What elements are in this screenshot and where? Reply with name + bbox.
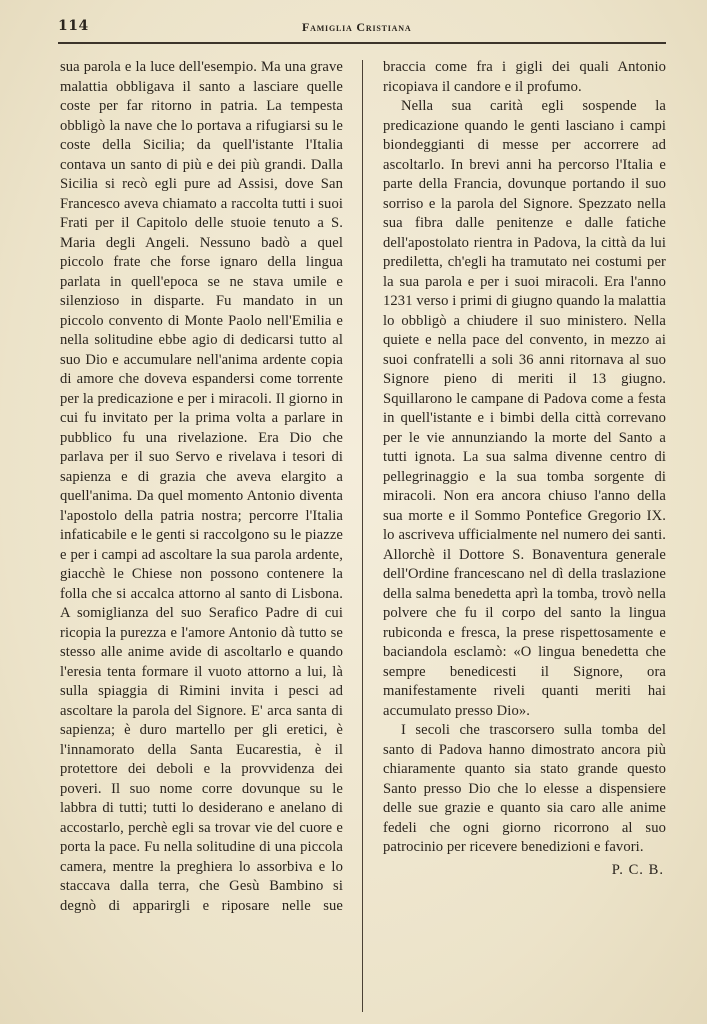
left-paragraph-1: sua parola e la luce dell'esempio. Ma una grave malattia obbligava il santo a lasciare quelle coste per far ritorno in patria. La tempesta obbligò la nave che lo portava a rifugiarsi su le coste della Sicilia; da quell'istante l'Italia contava un santo di più e dei più grandi. Dalla Sicilia si recò egli pure ad Assisi, dove San Francesco aveva chiamato a raccolta tutti i suoi Frati per il Capitolo delle stuoie tenuto a S. Maria degli Angeli. Nessuno badò a quel piccolo frate che forse ignaro della lingua parlata in quell'epoca se ne stava umile e silenzioso in disparte. Fu mandato in un piccolo convento di Monte Paolo nell'Emilia e nella solitudine ebbe agio di dedicarsi tutto al suo Dio e accumulare nell'anima ardente copia di amore che doveva espandersi come torrente per la predicazione e per i miracoli. Il giorno in cui fu invitato per la prima volta a parlare in pubblico fu una rivelazione. Era Dio che parlava per il suo Servo e rivelava i tesori di sapienza e di grazia che aveva elargito a quell'anima. Da quel momento Antonio diventa l'apostolo della patria nostra; percorre l'Italia infaticabile e le genti si raccolgono su le piazze e per i campi ad ascoltare la sua parola ardente, giacchè le Chiese non possono contenere la folla che si accalca attorno al santo di Lisbona. A somiglianza del suo Serafico Padre di cui ricopia la purezza e l'amore Antonio dà tutto se stesso alle anime avide di ascoltarlo e quando l'eresia tenta formare il vuoto attorno a lui, là sulla spiaggia di Rimini invita i pesci ad ascoltare la parola del Signore. E' arca santa di sapienza; è duro martello per gli eretici, è l'innamorato della Santa Eucarestia, è il protettore dei deboli e la provvidenza dei poveri. Il suo nome corre dovunque su le labbra di tutti; tutti lo desiderano e anelano di accostarlo, perchè egli sa trovar vie del cuore e porta la pace. Fu nella solitudine di una piccola camera, mentre la preghiera lo assorbiva e lo staccava dalla terra, che Gesù Bambino si degnò di apparirgli e riposare nelle sue — [60, 59, 343, 914]
header-rule — [58, 42, 666, 44]
left-column — [60, 58, 343, 916]
right-paragraph-1: braccia come fra i gigli dei quali Antonio ricopiava il candore e il profumo. — [383, 59, 666, 95]
page-header — [58, 18, 668, 40]
column-divider — [362, 60, 363, 1012]
right-paragraph-3: I secoli che trascorsero sulla tomba del santo di Padova hanno dimostrato ancora più chiaramente quanto sia stato grande questo Santo presso Dio che lo elesse a dispensiere delle sue grazie e quanto sia caro alle anime fedeli che ogni giorno ricorrono al suo patrocinio per ricevere benedizioni e favori. — [383, 722, 666, 855]
right-column — [383, 58, 666, 880]
running-title: Famiglia Cristiana — [302, 20, 412, 34]
right-paragraph-2: Nella sua carità egli sospende la predicazione quando le genti lasciano i campi biondeggianti di messe per accorrere ad ascoltarlo. In brevi anni ha percorso l'Italia e parte della Francia, dovunque portando il suo sorriso e la parola del Signore. Spezzato nella sua fibra dalle penitenze e dalle fatiche dell'apostolato rientra in Padova, la città da lui prediletta, ch'egli ha tramutato nei costumi per la sua parola e per i suoi miracoli. Era l'anno 1231 verso i primi di giugno quando la malattia lo obbligò a chiudere il suo ministero. Nella quiete e nella pace del convento, in mezzo ai suoi confratelli a soli 36 anni ritornava al suo Signore pieno di meriti il 13 giugno. Squillarono le campane di Padova come a festa in quell'istante e i bimbi della città correvano per le vie annunziando la morte del Santo a tutti ignota. La sua salma divenne centro di pellegrinaggio e la sua tomba sorgente di miracoli. Non era ancora chiuso l'anno della sua morte e il Sommo Pontefice Gregorio IX. lo ascriveva ufficialmente nel numero dei santi. Allorchè il Dottore S. Bonaventura generale dell'Ordine francescano nel dì della traslazione della salma benedetta aprì la tomba, trovò nella polvere che fu il corpo del santo la lingua rubiconda e fresca, la prese rispettosamente e baciandola esclamò: «O lingua benedetta che sempre benedicesti il Signore, ora manifestamente riveli quanti meriti hai accumulato presso Dio». — [383, 98, 666, 719]
author-signature: P. C. B. — [611, 861, 664, 878]
page-number: 114 — [58, 18, 89, 34]
